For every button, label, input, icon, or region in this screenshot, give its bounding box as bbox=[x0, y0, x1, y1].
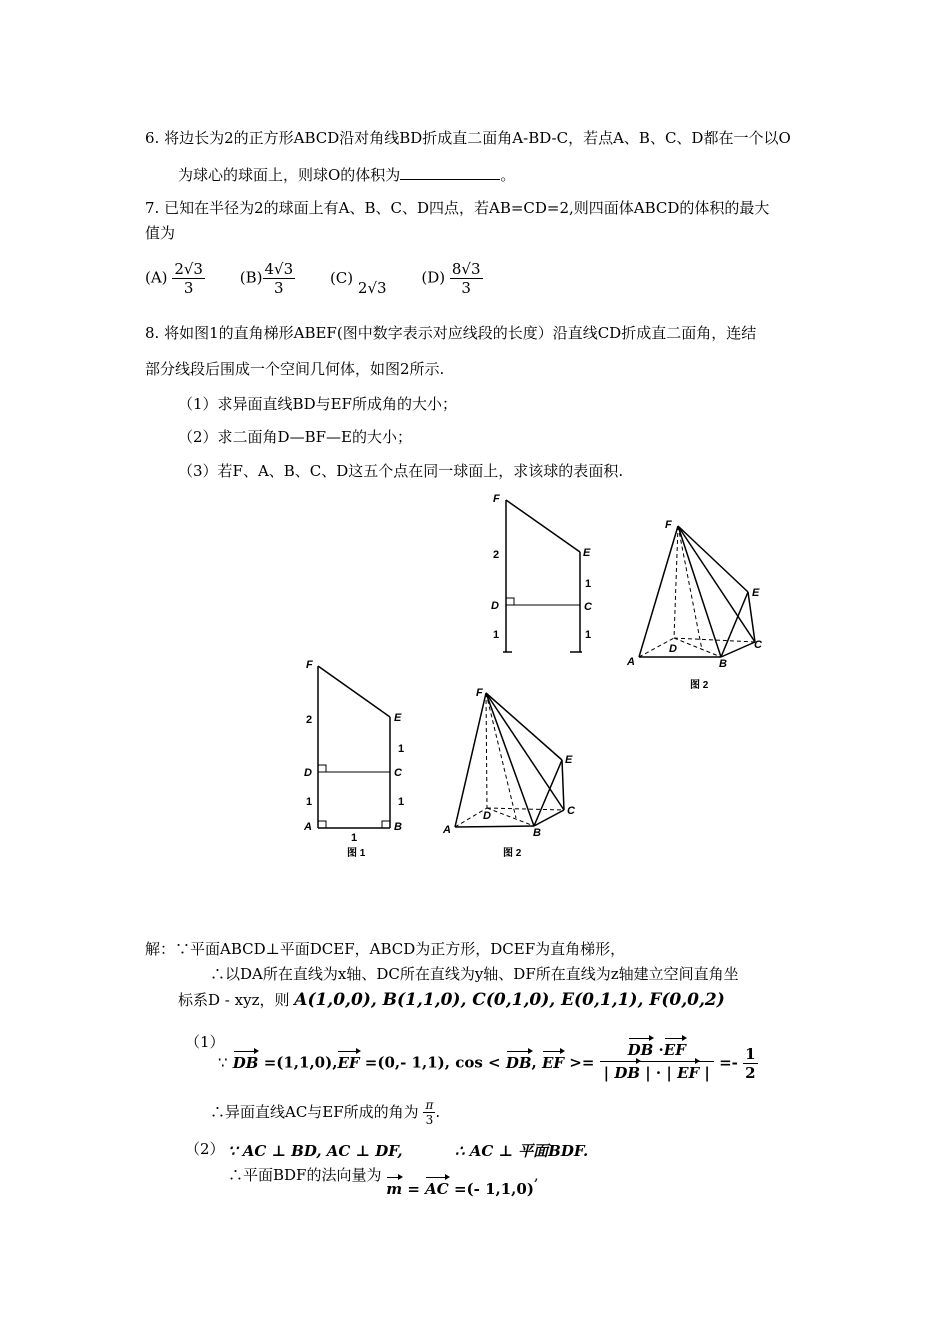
vec-ac: AC bbox=[425, 1180, 449, 1198]
fig1-len-da: 1 bbox=[306, 796, 313, 808]
fig2-label-d: D bbox=[483, 810, 491, 822]
sol-p2-normal: ∴平面BDF的法向量为 m = AC =(- 1,1,0), bbox=[228, 1166, 539, 1198]
fig1u-len-fd: 2 bbox=[493, 549, 500, 561]
q8-line2: 部分线段后围成一个空间几何体，如图2所示. bbox=[145, 360, 445, 378]
q7-line1: 7. 已知在半径为2的球面上有A、B、C、D四点，若AB=CD=2,则四面体ABCD的体积的最大 bbox=[145, 199, 770, 217]
q6-line2 bbox=[178, 165, 515, 184]
fig2-label-f: F bbox=[476, 687, 483, 699]
fig2-label-a: A bbox=[443, 824, 451, 836]
fig1-len-cb: 1 bbox=[398, 796, 405, 808]
fig1-upper-partial bbox=[503, 500, 582, 652]
fig1-caption: 图 1 bbox=[347, 848, 366, 859]
fig1u-len-da: 1 bbox=[493, 629, 500, 641]
fig2-label-b: B bbox=[533, 827, 541, 839]
sol-p1-conclusion: ∴异面直线AC与EF所成的角为 $\frac{\pi}{3}$ . bbox=[210, 1098, 441, 1128]
sol-p2-label: （2） bbox=[185, 1140, 225, 1158]
sol-p2-text: ∵ AC ⊥ BD, AC ⊥ DF, bbox=[228, 1142, 403, 1160]
fig2u-label-a: A bbox=[627, 656, 635, 668]
fig2-label-e: E bbox=[565, 754, 573, 766]
fig2u-label-c: C bbox=[754, 639, 762, 651]
fig2u-label-e: E bbox=[752, 587, 760, 599]
q6-line2-end: 。 bbox=[500, 166, 516, 184]
q7-option-a-frac: $\frac{2√3}{3}$ bbox=[174, 260, 203, 297]
fig1u-label-c: C bbox=[584, 601, 592, 613]
q7-options bbox=[145, 260, 483, 297]
fig1u-len-ec: 1 bbox=[585, 578, 592, 590]
vec-ef: EF bbox=[337, 1053, 360, 1072]
sol-p1-angle: $\frac{\pi}{3}$ bbox=[425, 1098, 434, 1128]
fig1u-label-e: E bbox=[583, 547, 591, 559]
figures bbox=[0, 490, 950, 890]
q8-sub2: （2）求二面角D—BF—E的大小； bbox=[178, 428, 412, 446]
fig1-len-ec: 1 bbox=[398, 743, 405, 755]
fig1-len-fd: 2 bbox=[306, 714, 313, 726]
sol-intro: 解：∵平面ABCD⊥平面DCEF，ABCD为正方形，DCEF为直角梯形， bbox=[145, 940, 626, 958]
sol-p1-cos-frac: $\frac{DB \cdot EF}{| DB | \cdot | EF |}$ bbox=[600, 1039, 714, 1084]
fig1-lower bbox=[318, 666, 390, 828]
fig2-caption: 图 2 bbox=[503, 848, 522, 859]
fig2-upper bbox=[639, 526, 755, 657]
vec-db-2: DB bbox=[505, 1053, 532, 1072]
sol-p1-label: （1） bbox=[185, 1033, 225, 1051]
fig2-lower bbox=[455, 693, 564, 827]
fig2u-caption: 图 2 bbox=[690, 680, 709, 691]
fig1-len-ab: 1 bbox=[351, 832, 358, 844]
sol-points: A(1,0,0), B(1,1,0), C(0,1,0), E(0,1,1), F(0,0,2) bbox=[294, 990, 725, 1010]
q8-sub3: （3）若F、A、B、C、D这五个点在同一球面上，求该球的表面积. bbox=[178, 462, 624, 480]
sol-p1-half: $\frac{1}{2}$ bbox=[745, 1045, 756, 1082]
fig1-label-f: F bbox=[306, 659, 313, 671]
fig2u-label-f: F bbox=[665, 519, 672, 531]
q6-line2-text: 为球心的球面上，则球O的体积为 bbox=[178, 166, 401, 184]
fig1u-label-f: F bbox=[493, 493, 500, 505]
q7-option-d-frac: $\frac{8√3}{3}$ bbox=[451, 260, 481, 297]
fig1-label-c: C bbox=[394, 767, 402, 779]
fig2-label-c: C bbox=[567, 805, 575, 817]
q7-option-a: (A) $\frac{2√3}{3}$ bbox=[145, 260, 203, 297]
fig1u-len-cb: 1 bbox=[585, 629, 592, 641]
sol-coord2: 标系D - xyz，则 A(1,0,0), B(1,1,0), C(0,1,0), E(0,1,1), F(0,0,2) bbox=[178, 990, 725, 1010]
fig1-label-a: A bbox=[304, 821, 312, 833]
q7-option-d: (D) $\frac{8√3}{3}$ bbox=[421, 260, 481, 297]
fig1-label-e: E bbox=[394, 712, 402, 724]
vec-db: DB bbox=[232, 1053, 259, 1072]
q7-option-c: (C) 2√3 bbox=[329, 268, 387, 297]
sol-p2-therefore: ∴ AC ⊥ 平面BDF. bbox=[455, 1142, 589, 1160]
q6-answer-blank bbox=[400, 165, 500, 180]
sol-coord1: ∴以DA所在直线为x轴、DC所在直线为y轴、DF所在直线为z轴建立空间直角坐 bbox=[210, 965, 739, 983]
vec-ef-2: EF bbox=[541, 1053, 565, 1072]
fig2u-label-d: D bbox=[669, 643, 677, 655]
q7-option-b-frac: $\frac{4√3}{3}$ bbox=[264, 260, 294, 297]
q8-sub1: （1）求异面直线BD与EF所成角的大小； bbox=[178, 395, 457, 413]
q6-line1: 6. 将边长为2的正方形ABCD沿对角线BD折成直二面角A-BD-C，若点A、B、C、D都在一个以O bbox=[145, 129, 791, 147]
q8-line1: 8. 将如图1的直角梯形ABEF(图中数字表示对应线段的长度）沿直线CD折成直二面角，连结 bbox=[145, 324, 757, 342]
fig1-label-b: B bbox=[394, 821, 402, 833]
q7-option-b: (B) $\frac{4√3}{3}$ bbox=[239, 260, 294, 297]
fig1u-label-d: D bbox=[491, 600, 499, 612]
q7-line2: 值为 bbox=[145, 224, 176, 242]
fig1-label-d: D bbox=[304, 767, 312, 779]
sol-p1-formula: ∵ DB =(1,1,0),EF =(0,- 1,1), cos < DB, EF >= $\frac{DB \cdot EF}{| DB | \cdot | EF |}$ =- $\frac{1}{2}$ bbox=[218, 1041, 756, 1082]
vec-m: m bbox=[386, 1180, 403, 1198]
fig2u-label-b: B bbox=[719, 658, 727, 670]
